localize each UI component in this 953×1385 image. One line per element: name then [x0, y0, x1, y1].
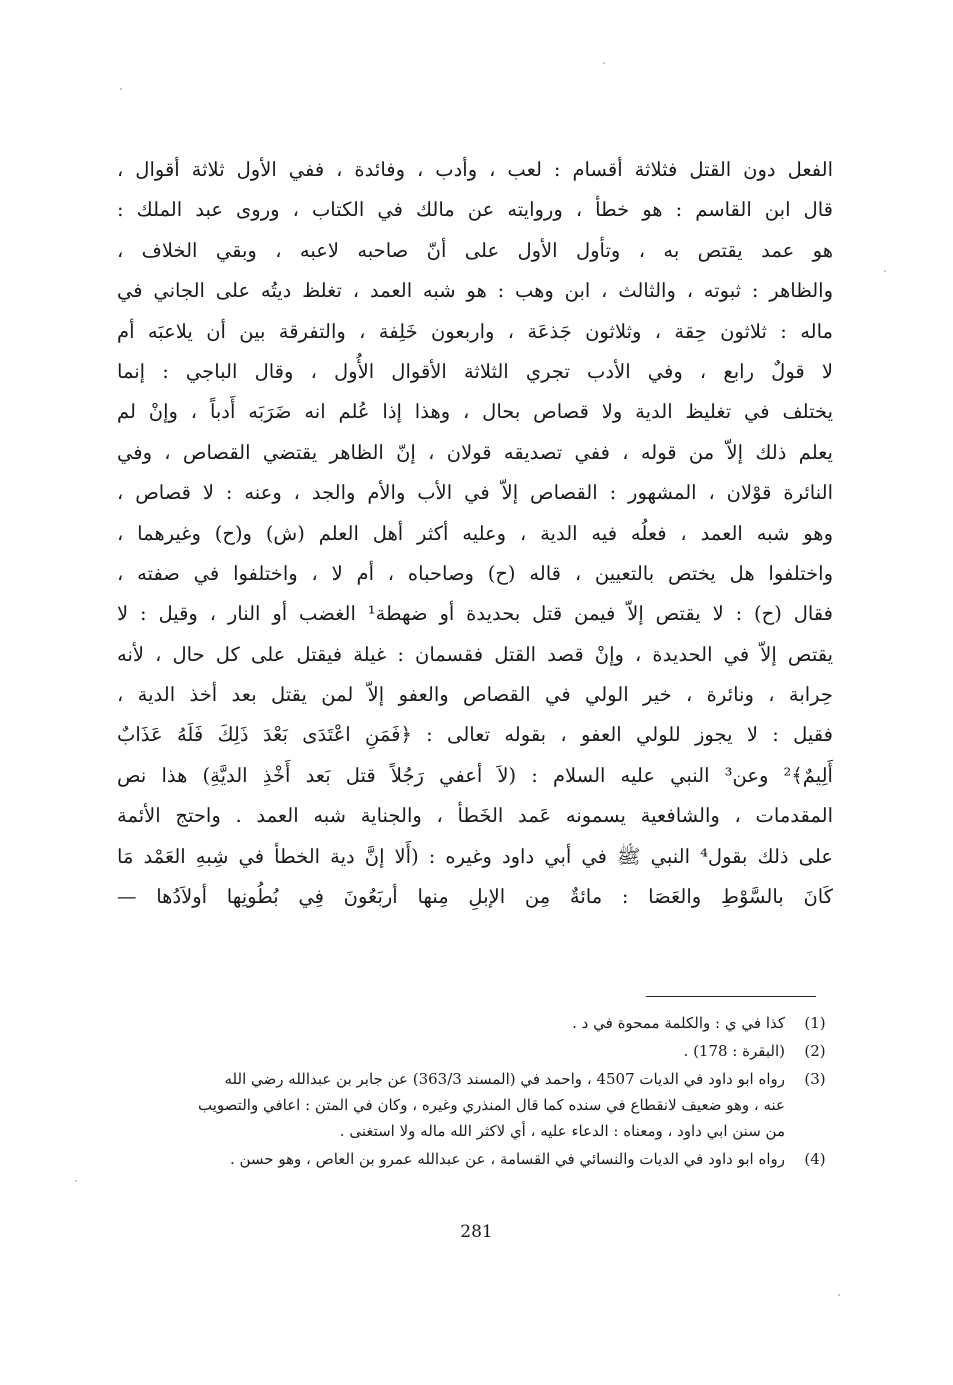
footnote-separator	[646, 996, 816, 997]
footnote-text: (البقرة : 178) .	[683, 1042, 785, 1060]
main-text-body	[117, 150, 833, 917]
text-line: يختلف في تغليظ الدية ولا قصاص بحال ، وهذا إذا عُلم انه ضَرَبَه أَدباً ، وإنْ لم	[117, 400, 833, 424]
scan-speck	[120, 88, 122, 90]
scan-speck	[884, 270, 886, 272]
footnote	[117, 1010, 833, 1036]
footnote-number: (1)	[804, 1014, 826, 1032]
footnote	[117, 1146, 833, 1172]
text-line: النائرة قوْلان ، المشهور : القصاص إلاّ في الأب والأم والجد ، وعنه : لا قصاص ،	[117, 481, 833, 505]
footnote-number: (3)	[804, 1070, 826, 1088]
footnote-text: عنه ، وهو ضعيف لانقطاع في سنده كما قال المنذري وغيره ، وكان في المتن : اعافي والتصويب	[198, 1096, 785, 1114]
text-line: واختلفوا هل يختص بالتعيين ، قاله (ح) وصاحباه ، أم لا ، واختلفوا في صفته ،	[117, 561, 833, 585]
footnote	[117, 1038, 833, 1064]
text-line: المقدمات ، والشافعية يسمونه عَمد الخَطأ ، والجناية شبه العمد . واحتج الأئمة	[117, 804, 833, 828]
footnote-number: (2)	[804, 1042, 826, 1060]
text-line: يقتص إلاّ في الحديدة ، وإنْ قصد القتل فقسمان : غيلة فيقتل على كل حال ، لأنه	[117, 642, 833, 666]
text-line: الفعل دون القتل فثلاثة أقسام : لعب ، وأدب ، وفائدة ، ففي الأول ثلاثة أقوال ،	[117, 158, 833, 181]
footnote-text: كذا في ي : والكلمة ممحوة في د .	[572, 1014, 785, 1032]
text-line: لا قولٌ رابع ، وفي الأدب تجري الثلاثة الأقوال الأُول ، وقال الباجي : إنما	[117, 359, 833, 383]
text-line: قال ابن القاسم : هو خطأ ، وروايته عن مالك في الكتاب ، وروى عبد الملك :	[117, 198, 833, 222]
footnote-text: رواه ابو داود في الديات 4507 ، واحمد في (المسند 363/3) عن جابر بن عبدالله رضي الله	[224, 1070, 785, 1088]
scan-speck	[75, 1180, 77, 1182]
text-line: يعلم ذلك إلاّ من قوله ، ففي تصديقه قولان ، إنّ الظاهر يقتضي القصاص ، وفي	[117, 440, 833, 464]
text-line: على ذلك بقول⁴ النبي ﷺ في أبي داود وغيره : (أَلا إنَّ دية الخطأ في شِبهِ العَمْد مَا	[117, 844, 833, 868]
text-line: هو عمد يقتص به ، وتأول الأول على أنّ صاحبه لاعبه ، وبقي الخلاف ،	[117, 238, 833, 262]
footnote-text: رواه ابو داود في الديات والنسائي في القسامة ، عن عبدالله عمرو بن العاص ، وهو حسن .	[229, 1150, 785, 1168]
text-line: حِرابة ، ونائرة ، خير الولي في القصاص والعفو إلاّ لمن يقتل بعد أخذ الدية ،	[117, 683, 833, 707]
footnote-text: من سنن ابي داود ، ومعناه : الدعاء عليه ، أي لاكثر الله ماله ولا استغنى .	[339, 1122, 785, 1140]
text-line: ماله : ثلاثون حِقة ، وثلاثون جَذعَة ، واربعون خَلِفة ، والتفرقة بين أن يلاعبَه أم	[117, 319, 833, 343]
scan-speck	[838, 1294, 840, 1296]
text-line: فقيل : لا يجوز للولي العفو ، بقوله تعالى : ﴿فَمَنِ اعْتَدَى بَعْدَ ذَلِكَ فَلَهُ عَذَابٌ	[117, 723, 833, 747]
page-number: 281	[460, 1222, 493, 1242]
text-line: وهو شبه العمد ، فعلُه فيه الدية ، وعليه أكثر أهل العلم (ش) و(ح) وغيرهما ،	[117, 521, 833, 545]
footnote-number: (4)	[804, 1150, 826, 1168]
scan-speck	[603, 62, 605, 64]
text-line: فقال (ح) : لا يقتص إلاّ فيمن قتل بحديدة أو ضهطة¹ الغضب أو النار ، وقيل : لا	[117, 602, 833, 626]
text-line: والظاهر : ثبوته ، والثالث ، ابن وهب : هو شبه العمد ، تغلظ ديتُه على الجاني في	[117, 279, 833, 303]
footnote	[117, 1066, 833, 1144]
text-line: أَلِيمٌ﴾² وعن³ النبي عليه السلام : (لاَ أعفي رَجُلاً قتل بَعد أَخْذِ الديَّةِ) هذا نص	[117, 763, 833, 787]
footnotes	[117, 1010, 833, 1174]
text-line: كَانَ بالسَّوْطِ والعَصَا : مائةٌ مِن الإبلِ مِنها أربَعُونَ فِي بُطُونِها أولاَدُها —	[117, 885, 833, 909]
